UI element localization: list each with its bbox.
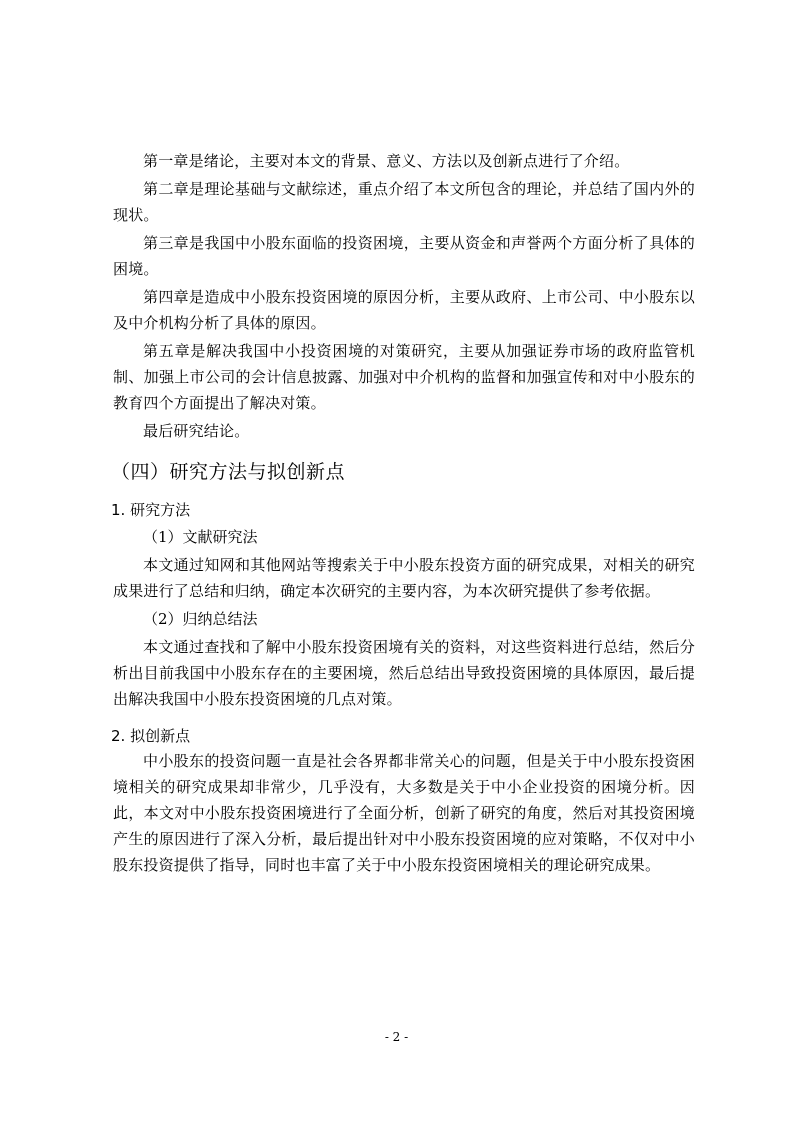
- document-page: [113, 148, 695, 880]
- method-2-title: （2）归纳总结法: [143, 610, 258, 628]
- section-heading: （四）研究方法与拟创新点: [111, 461, 346, 483]
- innovation-text: 中小股东的投资问题一直是社会各界都非常关心的问题，但是关于中小股东投资困境相关的研究成果却非常少，几乎没有，大多数是关于中小企业投资的困境分析。因此，本文对中小股东投资困境进行了全面分析，创新了研究的角度，然后对其投资困境产生的原因进行了深入分析，最后提出针对中小股东投资困境的应对策略，不仅对中小股东投资提供了指导，同时也丰富了关于中小股东投资困境相关的理论研究成果。: [113, 752, 695, 874]
- page-number: - 2 -: [384, 1030, 409, 1044]
- method-1-text: 本文通过知网和其他网站等搜索关于中小股东投资方面的研究成果，对相关的研究成果进行了总结和归纳，确定本次研究的主要内容，为本次研究提供了参考依据。: [113, 556, 695, 600]
- methods-heading: 1. 研究方法: [111, 501, 191, 519]
- paragraph-chapter-2: 第二章是理论基础与文献综述，重点介绍了本文所包含的理论，并总结了国内外的现状。: [113, 180, 695, 224]
- paragraph-chapter-3: 第三章是我国中小股东面临的投资困境，主要从资金和声誉两个方面分析了具体的困境。: [113, 234, 695, 278]
- paragraph-chapter-4: 第四章是造成中小股东投资困境的原因分析，主要从政府、上市公司、中小股东以及中介机构分析了具体的原因。: [113, 288, 695, 332]
- paragraph-chapter-1: 第一章是绪论，主要对本文的背景、意义、方法以及创新点进行了介绍。: [143, 152, 630, 170]
- paragraph-conclusion: 最后研究结论。: [143, 422, 250, 440]
- method-2-text: 本文通过查找和了解中小股东投资困境有关的资料，对这些资料进行总结，然后分析出目前我国中小股东存在的主要困境，然后总结出导致投资困境的具体原因，最后提出解决我国中小股东投资困境的几点对策。: [113, 638, 695, 708]
- paragraph-chapter-5: 第五章是解决我国中小投资困境的对策研究，主要从加强证券市场的政府监管机制、加强上市公司的会计信息披露、加强对中介机构的监督和加强宣传和对中小股东的教育四个方面提出了解决对策。: [113, 342, 695, 412]
- innovation-heading: 2. 拟创新点: [111, 727, 191, 745]
- method-1-title: （1）文献研究法: [143, 528, 258, 546]
